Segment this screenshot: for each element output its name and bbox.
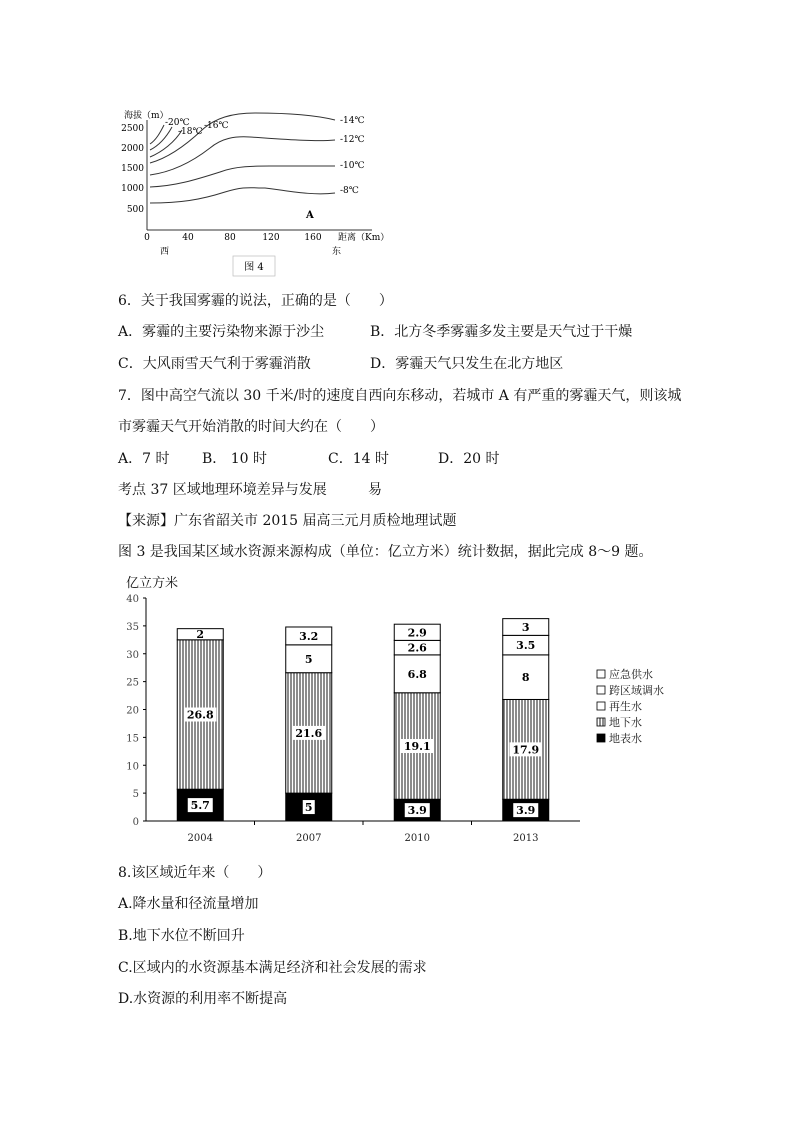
q6-options-row2 [118,353,678,373]
bar-value-label: 2.6 [407,641,427,655]
legend-label: 跨区域调水 [609,684,664,697]
water-source-chart [110,570,690,855]
isotherm-label: -16℃ [204,121,229,131]
fig4-x-tick: 80 [224,233,236,243]
chart-y-tick-label: 0 [132,817,139,828]
q7-option-d: D．20 时 [438,451,500,467]
fig4-east-label: 东 [332,247,342,257]
fig4-point-a: A [306,210,314,221]
fig4-caption: 图 4 [244,262,264,273]
bar-value-label: 8 [521,671,530,685]
chart-x-tick-label: 2007 [296,833,322,844]
fig4-west-label: 西 [160,247,170,257]
fig4-x-tick: 0 [144,233,150,243]
chart-y-tick-label: 40 [126,594,139,605]
bar-value-label: 3.9 [407,804,427,818]
q6-option-a: A．雾霾的主要污染物来源于沙尘 [118,324,325,340]
intro-line: 图 3 是我国某区域水资源来源构成（单位：亿立方米）统计数据，据此完成 8～9 题。 [118,544,653,560]
legend-swatch [597,734,605,742]
chart-x-tick-label: 2010 [404,833,430,844]
bar-value-label: 3.9 [516,804,536,818]
legend-label: 应急供水 [609,668,653,681]
q7-option-a: A．7 时 [118,451,170,467]
chart-y-tick-label: 20 [126,705,139,717]
kaodian: 考点 37 区域地理环境差异与发展 [118,482,327,498]
isotherm-label: -8℃ [340,186,359,196]
fig4-y-tick: 500 [126,205,144,215]
fig4-x-axis-label: 距离（Km） [338,233,390,243]
q7-option-b: B． 10 时 [202,451,268,467]
fig4-x-ticks [144,233,322,243]
fig4-x-tick: 160 [304,233,322,243]
bar-value-label: 2.9 [407,626,427,640]
isotherm-label: -12℃ [340,135,365,145]
fig4-y-tick: 2500 [121,124,144,134]
legend-swatch [597,670,605,678]
legend-swatch [597,702,605,710]
q8-stem: 8.该区域近年来（ ） [118,865,272,881]
chart-x-tick-label: 2013 [513,833,539,844]
bar-value-label: 5.7 [190,799,210,813]
bar-value-label: 3.5 [516,639,536,653]
chart-y-axis-label: 亿立方米 [126,576,179,591]
chart-y-tick-label: 30 [126,649,139,661]
q6-stem: 6．关于我国雾霾的说法，正确的是（ ） [118,293,393,309]
legend-label: 再生水 [609,700,642,713]
q6-option-b: B．北方冬季雾霾多发主要是天气过于干燥 [370,324,633,340]
q6-option-d: D．雾霾天气只发生在北方地区 [370,356,564,372]
isotherm-label: -20℃ [165,118,190,128]
source-line: 【来源】广东省韶关市 2015 届高三元月质检地理试题 [118,513,457,529]
bar-value-label: 19.1 [403,740,431,754]
bar-value-label: 3 [521,620,530,634]
isotherm-line [150,137,335,175]
chart-legend [597,667,664,745]
chart-y-tick-label: 10 [126,761,139,773]
difficulty: 易 [368,482,382,498]
bar-value-label: 26.8 [186,708,214,722]
chart-bars [177,619,549,844]
bar-value-label: 6.8 [407,667,427,681]
q8-option-c: C.区域内的水资源基本满足经济和社会发展的需求 [118,960,427,976]
fig4-isotherm-labels [165,116,365,196]
fig4-y-tick: 1500 [121,164,144,174]
isotherm-line [150,166,335,187]
kaodian-line [118,479,418,499]
chart-x-tick-label: 2004 [187,833,213,844]
bar-value-label: 5 [304,801,313,815]
bar-value-label: 3.2 [299,629,319,643]
figure4 [110,100,400,280]
q6-options-row1 [118,321,678,341]
isotherm-label: -10℃ [340,161,365,171]
legend-label: 地表水 [609,732,642,745]
q7-stem-line2: 市雾霾天气开始消散的时间大约在（ ） [118,419,384,435]
legend-swatch [597,718,605,726]
chart-y-tick-label: 25 [126,677,139,689]
q7-option-c: C．14 时 [328,451,389,467]
q7-options [118,448,518,468]
fig4-x-tick: 40 [182,233,194,243]
chart-y-tick-label: 5 [132,789,139,801]
fig4-y-tick: 2000 [121,144,144,154]
chart-y-tick-label: 15 [126,733,139,745]
isotherm-label: -18℃ [178,127,203,137]
q8-option-a: A.降水量和径流量增加 [118,896,259,912]
isotherm-label: -14℃ [340,116,365,126]
fig4-x-tick: 120 [262,233,280,243]
chart-y-tick-label: 35 [126,621,139,633]
fig4-y-ticks [121,124,144,215]
bar-value-label: 5 [304,652,313,666]
bar-value-label: 2 [196,628,205,642]
bar-value-label: 21.6 [295,726,323,740]
bar-value-label: 17.9 [512,743,540,757]
legend-label: 地下水 [609,716,642,729]
q8-option-b: B.地下水位不断回升 [118,928,245,944]
fig4-y-axis-label: 海拔（m） [124,111,169,121]
isotherm-line [150,188,335,203]
q7-stem-line1: 7．图中高空气流以 30 千米/时的速度自西向东移动，若城市 A 有严重的雾霾天气，则该城 [118,388,682,404]
legend-swatch [597,686,605,694]
q8-option-d: D.水资源的利用率不断提高 [118,991,288,1007]
fig4-y-tick: 1000 [121,184,144,194]
q6-option-c: C．大风雨雪天气利于雾霾消散 [118,356,311,372]
